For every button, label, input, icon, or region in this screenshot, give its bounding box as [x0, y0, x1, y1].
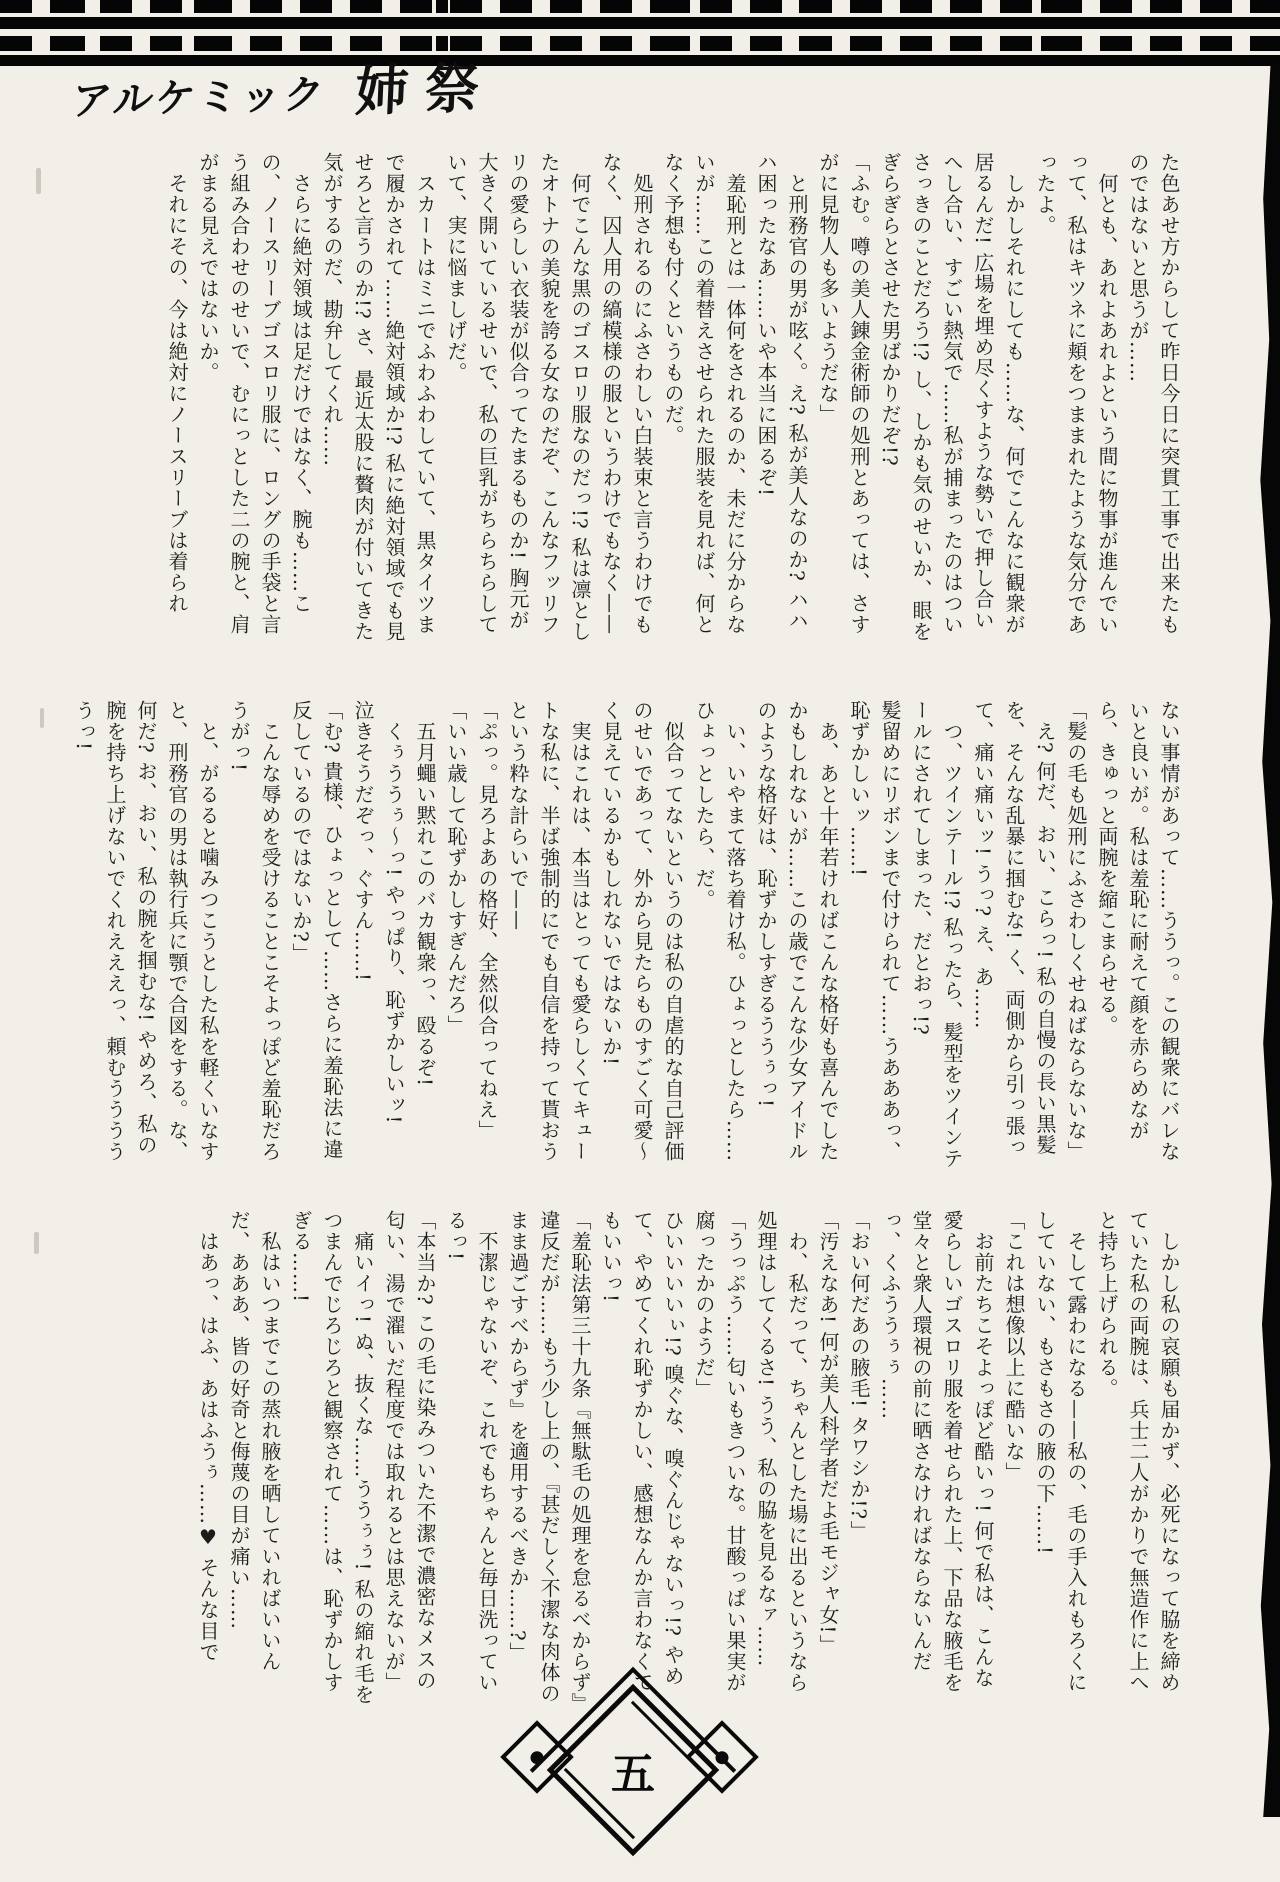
- paragraph: 私はいつまでこの蒸れ腋を晒していればいいんだ、あああ、皆の好奇と侮蔑の目が痛い……: [227, 1210, 282, 1672]
- paragraph: 似合ってないというのは私の自虐的な自己評価のせいであって、外から見たらものすごく可愛〜く見えているかもしれないではないか!: [599, 700, 685, 1162]
- scan-smudge: [34, 1232, 39, 1254]
- paragraph: 羞恥刑とは一体何をされるのか、未だに分からないが……この着替えさせられた服装を見れば、何となく予想も付くというものだ。: [661, 152, 747, 635]
- decorative-top-border: [0, 0, 1280, 66]
- paragraph: しかしそれにしても……な、何でこんなに観衆が居るんだ! 広場を埋め尽くすような勢いで押し合いへし合い、すごい熱気で……私が捕まったのはついさっきのことだろう!? し、しかも気のせいか、眼をぎらぎらとさせた男ばかりだぞ!?: [878, 152, 1026, 643]
- page-title: [71, 58, 495, 126]
- paragraph: わ、私だって、ちゃんとした場に出るというなら処理はしてくるさ! うう、私の脇を見るなァ……: [754, 1210, 809, 1693]
- paragraph: と、がるると噛みつこうとした私を軽くいなすと、刑務官の男は執行兵に顎で合図をする。な、何だ? お、おい、私の腕を掴むな! やめろ、私の腕を持ち上げないでくれえええっ、頼むうううううっ!: [72, 700, 220, 1162]
- paragraph: 五月蠅い黙れこのバカ観衆っ、殴るぞ!: [413, 721, 437, 1088]
- paragraph: 「ぷっ。見ろよあの格好、全然似合ってねえ」: [475, 700, 499, 1141]
- paragraph: ない事情があって……ううっ。この観衆にバレないと良いが。私は羞恥に耐えて顔を赤らめながら、きゅっと両腕を縮こまらせる。: [1095, 700, 1181, 1162]
- paragraph: 髪留めにリボンまで付けられて……うあああっ、恥ずかしいッ……!: [847, 700, 902, 1162]
- paragraph: お前たちこそよっぽど酷いっ! 何で私は、こんな愛らしいゴスロリ服を着せられた上、下品な腋毛を堂々と衆人環視の前に晒さなければならないんだっ、くふううぅぅ……: [878, 1210, 995, 1693]
- page-number-diamond: [547, 1684, 720, 1857]
- paragraph: た色あせ方からして昨日今日に突貫工事で出来たものではないと思うが……: [1126, 152, 1181, 635]
- paragraph: 「本当か? この毛に染みついた不潔で濃密なメスの匂い、湯で濯いだ程度では取れるとは思えないが」: [382, 1210, 437, 1693]
- scan-smudge: [40, 708, 44, 728]
- paragraph: 実はこれは、本当はとっても愛らしくてキュートな私に、半ば強制的にでも自信を持って貰おうという粋な計らいで——: [506, 700, 592, 1162]
- text-block-3: [50, 1210, 1184, 1707]
- paragraph: 「汚えなあ! 何が美人科学者だよ毛モジャ女!」: [816, 1210, 840, 1656]
- page-number-ornament: [0, 1690, 1280, 1817]
- paragraph: 処刑されるのにふさわしい白装束と言うわけでもなく、囚人用の縞模様の服というわけでもなく——: [599, 152, 654, 635]
- paragraph: そして露わになる——私の、毛の手入れもろくにしていない、もさもさの腋の下……!: [1033, 1210, 1088, 1693]
- paragraph: つ、ツインテール!? 私ったら、髪型をツインテールにされてしまった、だとおっ!?: [909, 700, 964, 1170]
- paragraph: くぅううぅ〜っ! やっぱり、恥ずかしいッ!: [382, 721, 406, 1125]
- border-dash-row: [0, 36, 1280, 51]
- dot-icon: [713, 1748, 731, 1766]
- paragraph: 「ふむ。噂の美人錬金術師の処刑とあっては、さすがに見物人も多いようだな」: [816, 152, 871, 635]
- paragraph: 不潔じゃないぞ、これでもちゃんと毎日洗っているっ!: [444, 1210, 499, 1693]
- page-number: 五: [611, 1749, 655, 1800]
- paragraph: 「羞恥法第三十九条『無駄毛の処理を怠るべからず』違反だが……もう少し上の、『甚だしく不潔な肉体のまま過ごすべからず』を適用するべきか……?」: [506, 1210, 592, 1704]
- paragraph: ひいいいいぃ!? 嗅ぐな、嗅ぐんじゃないっ!? やめて、やめてくれ恥ずかしい、感想なんか言わなくてもいいっ!: [599, 1210, 685, 1693]
- text-block-2: [50, 700, 1184, 1172]
- title-part1: アルケミック: [69, 71, 329, 125]
- paragraph: 「いい歳して恥ずかしすぎんだろ」: [444, 700, 468, 1036]
- paragraph: 「髪の毛も処刑にふさわしくせねばならないな」: [1064, 700, 1088, 1162]
- paragraph: 何とも、あれよあれよという間に物事が進んでいって、私はキツネに頬をつままれたような気分であったよ。: [1033, 152, 1119, 635]
- paragraph: 「うっぷう……匂いもきついな。甘酸っぱい果実が腐ったかのようだ」: [692, 1210, 747, 1693]
- scan-smudge: [36, 168, 41, 194]
- paragraph: 「む? 貴様、ひょっとして……さらに羞恥法に違反しているのではないか?」: [289, 700, 344, 1161]
- paragraph: しかし私の哀願も届かず、必死になって脇を締めていた私の両腕は、兵士二人がかりで無造作に上へと持ち上げられる。: [1095, 1210, 1181, 1693]
- paragraph: 痛いイっ! ぬ、抜くな……ううぅぅ! 私の縮れ毛をつまんでじろじろと観察されて……は、恥ずかしすぎる……!: [289, 1210, 375, 1705]
- title-part2: 姉祭: [353, 56, 497, 124]
- paragraph: はあっ、はふ、あはふうぅ……♥ そんな目で: [196, 1231, 220, 1663]
- paragraph: スカートはミニでふわふわしていて、黒タイツまで履かされて……絶対領域か!? 私に絶対領域でも見せろと言うのか!? さ、最近太股に贅肉が付いてきた気がするのだ、勘弁してくれ……: [320, 152, 437, 643]
- paragraph: 「おい何だあの腋毛! タワシか!?」: [847, 1210, 871, 1542]
- paragraph: それにその、今は絶対にノースリーブは着られ: [165, 173, 189, 614]
- paragraph: 「これは想像以上に酷いな」: [1002, 1210, 1026, 1483]
- paragraph: 泣きそうだぞっ、ぐすん……!: [351, 700, 375, 983]
- torn-page-edge: [1256, 58, 1280, 1817]
- paragraph: さらに絶対領域は足だけではなく、腕も……この、ノースリーブゴスロリ服に、ロングの手袋と言う組み合わせのせいで、むにっとした二の腕と、肩がまる見えではないか。: [196, 152, 313, 635]
- paragraph: 何でこんな黒のゴスロリ服なのだっ!? 私は凛としたオトナの美貌を誇る女なのだぞ、こんなフッリフリの愛らしい衣装が似合ってたまるものか! 胸元が大きく開いているせいで、私の巨乳がちらちらしていて、実に悩ましげだ。: [444, 152, 592, 643]
- paragraph: と刑務官の男が呟く。え? 私が美人なのか? ハハハ困ったなあ……いや本当に困るぞ!: [754, 152, 809, 632]
- paragraph: い、いやまて落ち着け私。ひょっとしたら……ひょっとしたら、だ。: [692, 700, 747, 1162]
- text-block-1: [50, 152, 1184, 649]
- paragraph: あ、あと十年若ければこんな格好も喜んでしたかもしれないが……この歳でこんな少女アイドルのような格好は、恥ずかしすぎるううぅっ!: [754, 700, 840, 1162]
- border-dash-row: [0, 0, 1280, 13]
- paragraph: こんな辱めを受けることこそよっぽど羞恥だろうがっ!: [227, 700, 282, 1162]
- paragraph: え? 何だ、おい、こらっ! 私の自慢の長い黒髪を、そんな乱暴に掴むな! く、両側から引っ張って、痛い痛いッ! うっ? え、あ……: [971, 700, 1057, 1158]
- border-solid-bar: [0, 55, 1280, 66]
- border-solid-bar: [0, 17, 1280, 29]
